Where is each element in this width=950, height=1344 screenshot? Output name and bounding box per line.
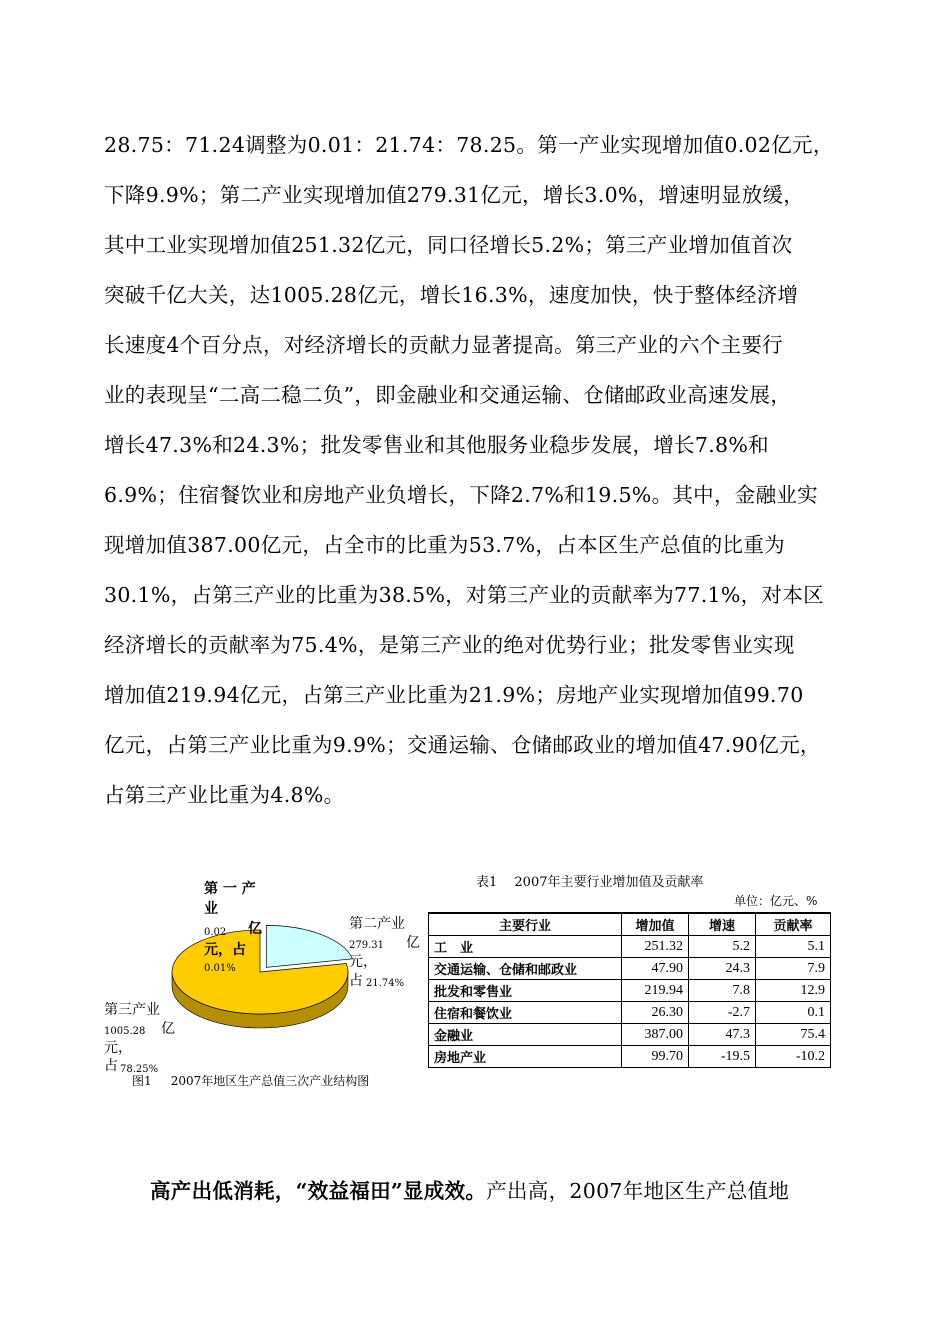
text-line: 增加值219.94亿元，占第三产业比重为21.9%；房地产业实现增加值99.70 bbox=[104, 683, 804, 707]
label-secondary-pct: 21.74% bbox=[366, 978, 405, 989]
label-primary-name2: 业 bbox=[204, 901, 218, 917]
cell-growth: 47.3 bbox=[689, 1024, 756, 1046]
cell-contribution: 0.1 bbox=[756, 1002, 831, 1024]
text-line: 28.75：71.24调整为0.01：21.74：78.25。第一产业实现增加值0.02亿元， bbox=[104, 133, 834, 157]
cell-contribution: 7.9 bbox=[756, 958, 831, 980]
cell-industry: 住宿和餐饮业 bbox=[429, 1002, 622, 1024]
figure-title: 2007年地区生产总值三次产业结构图 bbox=[170, 1074, 370, 1088]
cell-industry: 金融业 bbox=[429, 1024, 622, 1046]
industry-table bbox=[428, 912, 831, 1068]
cell-value: 47.90 bbox=[622, 958, 689, 980]
table-unit: 单位：亿元、% bbox=[734, 894, 818, 908]
cell-industry: 交通运输、仓储和邮政业 bbox=[429, 958, 622, 980]
col-header: 贡献率 bbox=[756, 913, 831, 936]
table-row bbox=[429, 1024, 831, 1046]
cell-value: 387.00 bbox=[622, 1024, 689, 1046]
label-tertiary-unit2: 元， bbox=[104, 1040, 132, 1056]
figure-caption bbox=[132, 1072, 369, 1089]
label-secondary-name: 第二产业 bbox=[349, 916, 405, 932]
cell-growth: -19.5 bbox=[689, 1046, 756, 1068]
label-primary-unit: 亿 bbox=[248, 921, 262, 937]
text-line bbox=[150, 1166, 870, 1216]
text-line: 亿元，占第三产业比重为9.9%；交通运输、仓储邮政业的增加值47.90亿元， bbox=[104, 733, 821, 757]
text-line: 长速度4个百分点，对经济增长的贡献力显著提高。第三产业的六个主要行 bbox=[104, 333, 783, 357]
label-tertiary-pct: 78.25% bbox=[120, 1064, 159, 1075]
body-paragraph-2 bbox=[150, 1166, 870, 1216]
cell-industry: 工 业 bbox=[429, 936, 622, 958]
cell-growth: 7.8 bbox=[689, 980, 756, 1002]
table-row bbox=[429, 958, 831, 980]
cell-value: 26.30 bbox=[622, 1002, 689, 1024]
text-line: 6.9%；住宿餐饮业和房地产业负增长，下降2.7%和19.5%。其中，金融业实 bbox=[104, 483, 818, 507]
label-primary-pct: 0.01% bbox=[204, 963, 236, 974]
label-tertiary-unit: 亿 bbox=[161, 1021, 175, 1037]
paragraph-text: 产出高，2007年地区生产总值地 bbox=[486, 1179, 790, 1203]
label-secondary-unit: 亿 bbox=[406, 935, 420, 951]
figure-number: 图1 bbox=[132, 1074, 152, 1088]
col-header: 增加值 bbox=[622, 913, 689, 936]
cell-value: 251.32 bbox=[622, 936, 689, 958]
table-row bbox=[429, 1002, 831, 1024]
pie-slice-第二产业 bbox=[266, 925, 352, 967]
text-line: 现增加值387.00亿元，占全市的比重为53.7%，占本区生产总值的比重为 bbox=[104, 533, 785, 557]
text-line: 其中工业实现增加值251.32亿元，同口径增长5.2%；第三产业增加值首次 bbox=[104, 233, 793, 257]
cell-contribution: 5.1 bbox=[756, 936, 831, 958]
cell-growth: 24.3 bbox=[689, 958, 756, 980]
table-title: 表1 2007年主要行业增加值及贡献率 bbox=[476, 875, 704, 890]
table-row bbox=[429, 1046, 831, 1068]
label-primary-value: 0.02 bbox=[204, 927, 227, 938]
table-header-row bbox=[429, 913, 831, 936]
text-line: 业的表现呈“二高二稳二负”，即金融业和交通运输、仓储邮政业高速发展， bbox=[104, 383, 792, 407]
label-tertiary-name: 第三产业 bbox=[104, 1002, 160, 1018]
cell-industry: 房地产业 bbox=[429, 1046, 622, 1068]
text-line: 占第三产业比重为4.8%。 bbox=[104, 783, 345, 807]
cell-contribution: -10.2 bbox=[756, 1046, 831, 1068]
text-line: 下降9.9%；第二产业实现增加值279.31亿元，增长3.0%，增速明显放缓， bbox=[104, 183, 805, 207]
paragraph-lead: 高产出低消耗，“效益福田”显成效。 bbox=[150, 1179, 487, 1203]
text-line: 突破千亿大关，达1005.28亿元，增长16.3%，速度加快，快于整体经济增 bbox=[104, 283, 799, 307]
cell-industry: 批发和零售业 bbox=[429, 980, 622, 1002]
cell-growth: 5.2 bbox=[689, 936, 756, 958]
table-row bbox=[429, 936, 831, 958]
cell-growth: -2.7 bbox=[689, 1002, 756, 1024]
label-secondary-unit2: 元， bbox=[349, 954, 377, 970]
text-line: 经济增长的贡献率为75.4%，是第三产业的绝对优势行业；批发零售业实现 bbox=[104, 633, 795, 657]
cell-value: 99.70 bbox=[622, 1046, 689, 1068]
label-secondary-prefix: 占 bbox=[349, 973, 363, 989]
label-tertiary-prefix: 占 bbox=[104, 1058, 118, 1074]
label-primary-unit2: 元，占 bbox=[204, 942, 246, 958]
label-secondary-value: 279.31 bbox=[349, 940, 384, 951]
cell-contribution: 75.4 bbox=[756, 1024, 831, 1046]
cell-contribution: 12.9 bbox=[756, 980, 831, 1002]
text-line: 增长47.3%和24.3%；批发零售业和其他服务业稳步发展，增长7.8%和 bbox=[104, 433, 769, 457]
body-paragraph bbox=[104, 120, 864, 820]
col-header: 主要行业 bbox=[429, 913, 622, 936]
label-tertiary-value: 1005.28 bbox=[104, 1026, 146, 1037]
label-primary-name: 第 一 产 bbox=[204, 881, 256, 897]
text-line: 30.1%，占第三产业的比重为38.5%，对第三产业的贡献率为77.1%，对本区 bbox=[104, 583, 824, 607]
col-header: 增速 bbox=[689, 913, 756, 936]
table-row bbox=[429, 980, 831, 1002]
cell-value: 219.94 bbox=[622, 980, 689, 1002]
